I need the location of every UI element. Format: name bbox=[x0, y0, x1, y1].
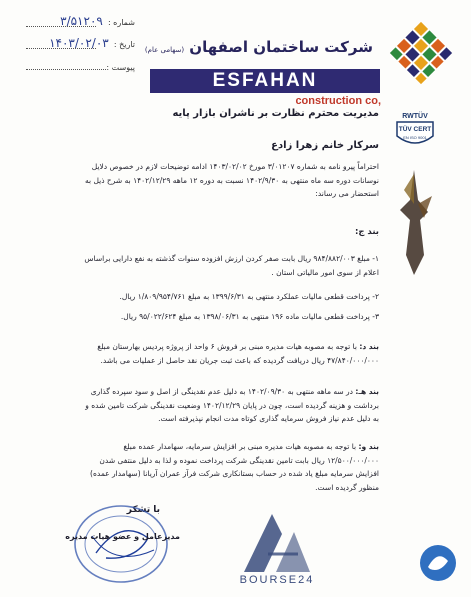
sculpture-art-icon bbox=[384, 160, 444, 280]
reference-date-label: تاریخ : bbox=[113, 40, 135, 49]
esfahan-mosaic-logo-icon bbox=[384, 16, 458, 90]
section-c-item-3: ۳- پرداخت قطعی مالیات ماده ۱۹۶ منتهی به ۱۳۹۸/۰۶/۳۱ به مبلغ ۹۵/۰۲۲/۶۲۴ ریال. bbox=[120, 312, 379, 321]
recipient: مدیریت محترم نظارت بر ناشران بازار پایه bbox=[172, 108, 379, 119]
section-v bbox=[79, 440, 379, 494]
company-stamp-icon bbox=[66, 498, 176, 590]
section-h-text: در سه ماهه منتهی به ۱۴۰۲/۰۹/۳۰ به دلیل عدم نقدینگی از اصل و سود سپرده گذاری برداشت و هزینه گردیده است، چون در پایان ۱۴۰۲/۱۲/۲۹ وضعیت نقدینگی شرکت تامین شده و به دلیل عدم نیاز فروش سرمایه گذاری کوتاه مدت انجام نپذیرفته است. bbox=[85, 387, 379, 423]
divider-attachment bbox=[26, 61, 106, 70]
section-c-label: بند ج: bbox=[354, 227, 379, 237]
section-c-item-2: ۲- پرداخت قطعی مالیات عملکرد منتهی به ۱۳۹۹/۶/۳۱ به مبلغ ۱/۸۰۹/۹۵۴/۷۶۱ ریال. bbox=[119, 292, 379, 301]
section-v-text: با توجه به مصوبه هیات مدیره مبنی بر افزایش سرمایه، سهامدار عمده مبلغ ۱۲/۵۰۰/۰۰۰/۰۰۰ ریال بابت تامین نقدینگی شرکت پرداخت نموده و لذا به دلیل منتفی شدن افزایش سرمایه مبلغ یاد شده در حساب بستانکاری شرکت فرآز عمران آریانا (سهامدار عمده) منظور گردیده است. bbox=[90, 442, 379, 492]
section-d-label: بند د: bbox=[359, 342, 379, 351]
divider-date bbox=[26, 40, 96, 49]
tuv-standard-text: EN ISO 9001 bbox=[403, 135, 427, 140]
section-d-text: با توجه به مصوبه هیات مدیره مبنی بر فروش ۶ واحد از پروژه پردیس بهارستان مبلغ ۴۷/۸۴۰/۰۰۰/۰۰۰ ریال دریافت گردیده که باعث ثبت جریان نقد حاصل از عملیات می باشد. bbox=[97, 342, 379, 365]
reference-date: ۱۴۰۳/۰۲/۰۳ bbox=[49, 36, 109, 50]
divider-number bbox=[26, 18, 96, 27]
tuv-badge-text: TÜV CERT bbox=[398, 126, 432, 133]
closing: با تشکر bbox=[126, 505, 160, 515]
bourse24-watermark-text: BOURSE24 bbox=[239, 574, 315, 586]
intro-paragraph: احتراماً پیرو نامه به شماره ۳/۰۱۲۰۷ مورخ ۱۴۰۳/۰۲/۰۲ ادامه توضیحات لازم در خصوص دلایل نوسانات دوره سه ماه منتهی به ۱۴۰۲/۹/۳۰ نسبت به دوره ۱۲ ماهه ۱۴۰۲/۱۲/۲۹ به شرح ذیل به استحضار می رساند: bbox=[84, 162, 379, 198]
reference-number: ۳/۵۱۲۰۹ bbox=[60, 14, 103, 28]
company-type: (سهامی عام) bbox=[144, 46, 185, 54]
reference-number-label: شماره : bbox=[107, 18, 135, 27]
section-d bbox=[79, 340, 379, 367]
addressee: سرکار خانم زهرا زادع bbox=[271, 140, 379, 151]
signature: مدیرعامل و عضو هیات مدیره bbox=[65, 532, 180, 541]
round-brand-icon bbox=[418, 543, 458, 583]
section-v-label: بند و: bbox=[358, 442, 379, 451]
tuv-top-text: RWTÜV bbox=[402, 113, 428, 120]
reference-attachment-label: پیوست : bbox=[106, 63, 135, 72]
company-name-en: ESFAHAN bbox=[212, 70, 318, 91]
company-name-fa bbox=[145, 38, 373, 56]
section-h-label: بند هـ: bbox=[355, 387, 379, 396]
tuv-cert-badge-icon bbox=[392, 110, 438, 150]
company-name-en-sub: construction co, bbox=[295, 95, 381, 107]
section-h bbox=[79, 385, 379, 426]
section-c-item-1: ۱- مبلغ ۹۸۴/۸۸۲/۰۰۳ ریال بابت صفر کردن ارزش افزوده سنوات گذشته به نفع دارایی براساس اعلام از سوی امور مالیاتی استان . bbox=[84, 254, 379, 277]
company-name-text: شرکت ساختمان اصفهان bbox=[189, 38, 373, 56]
